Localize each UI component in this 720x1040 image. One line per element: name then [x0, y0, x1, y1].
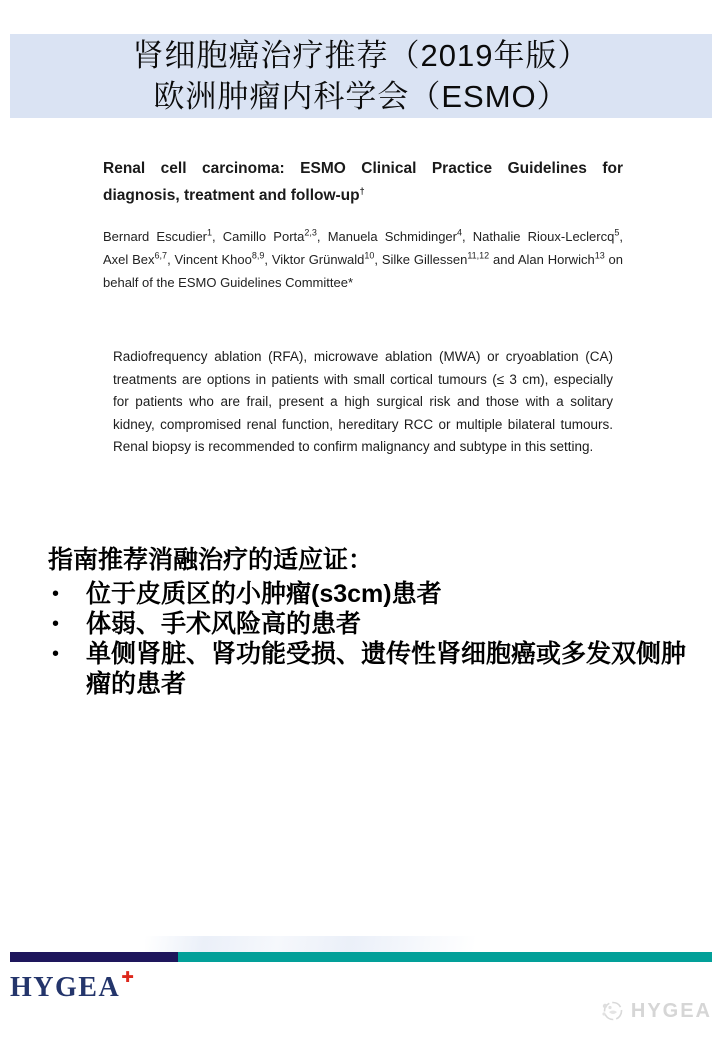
- notes-section: [48, 545, 698, 699]
- watermark-seal-icon: [599, 998, 625, 1024]
- hygea-logo: [10, 968, 134, 1004]
- footer-divider-bar: [10, 952, 712, 962]
- red-cross-icon: ✚: [121, 968, 134, 986]
- hygea-logo-text: HYGEA: [10, 972, 121, 1003]
- bullet-icon: •: [52, 583, 60, 605]
- paper-title: Renal cell carcinoma: ESMO Clinical Practice Guidelines for diagnosis, treatment and follow-up†: [103, 160, 623, 204]
- slide-title-line1: 肾细胞癌治疗推荐（2019年版）: [132, 38, 590, 73]
- list-item: [48, 609, 698, 639]
- bullet-icon: •: [52, 613, 60, 635]
- paper-authors: Bernard Escudier$^1$, Camillo Porta$^{2,3}$, Manuela Schmidinger$^4$, Nathalie Rioux-Leclercq$^5$, Axel Bex$^{6,7}$, Vincent Khoo$^{8,9}$, Viktor Grünwald$^{10}$, Silke Gillessen$^{11,12}$ and Alan Horwich$^{13}$ on behalf of the ESMO Guidelines Committee*: [103, 227, 624, 290]
- bullet-icon: •: [52, 643, 60, 665]
- slide-title-line2: 欧洲肿瘤内科学会（ESMO）: [153, 79, 569, 114]
- footer-bar-navy-segment: [10, 952, 178, 962]
- hygea-watermark: [599, 998, 712, 1024]
- footer-bar-teal-segment: [178, 952, 712, 962]
- list-item-text: 位于皮质区的小肿瘤(s3cm)患者: [86, 580, 442, 608]
- paper-excerpt: [103, 155, 623, 459]
- list-item: [48, 579, 698, 609]
- paper-abstract: Radiofrequency ablation (RFA), microwave ablation (MWA) or cryoablation (CA) treatments are options in patients with small cortical tumours (≤ 3 cm), especially for patients who are frail, present a high surgical risk and those with a solitary kidney, compromised renal function, hereditary RCC or multiple bilateral tumours. Renal biopsy is recommended to confirm malignancy and subtype in this setting.: [113, 349, 613, 455]
- list-item-text: 体弱、手术风险高的患者: [86, 610, 362, 638]
- footer-ghost-artifact: [145, 936, 475, 952]
- notes-list: [48, 579, 698, 699]
- list-item-text: 单侧肾脏、肾功能受损、遗传性肾细胞癌或多发双侧肿瘤的患者: [86, 640, 687, 698]
- list-item: [48, 639, 698, 699]
- watermark-text: HYGEA: [630, 999, 712, 1022]
- slide-title-box: [10, 34, 712, 118]
- notes-heading: 指南推荐消融治疗的适应证：: [48, 546, 374, 574]
